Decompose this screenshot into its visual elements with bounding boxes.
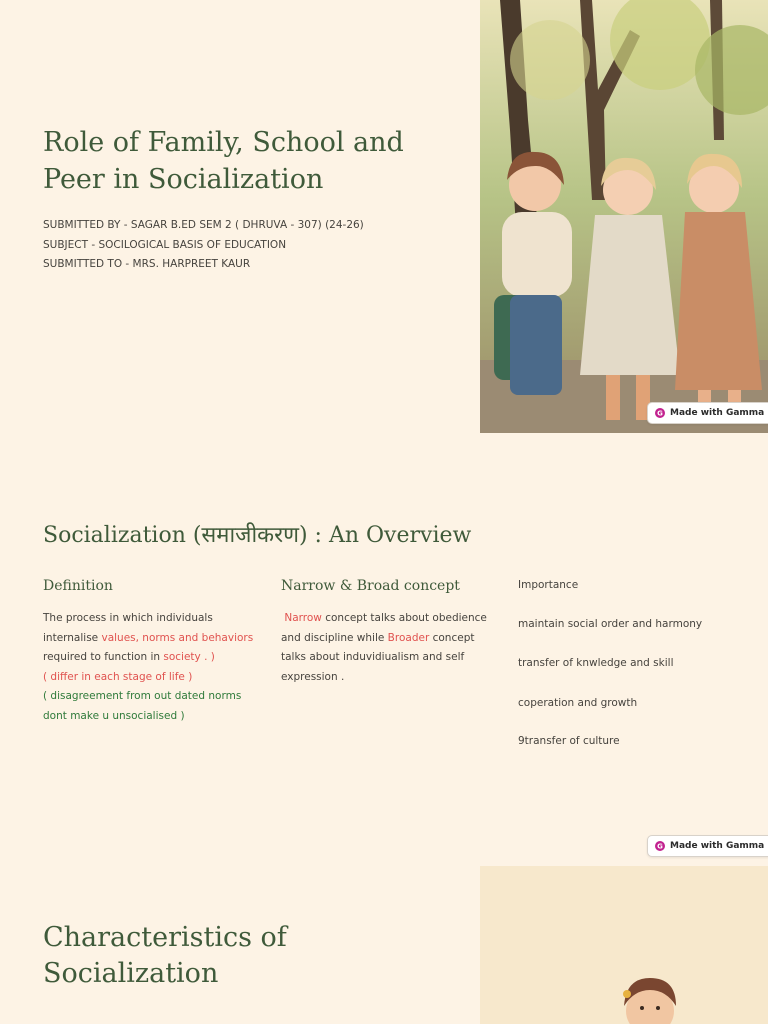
overview-title: Socialization (समाजीकरण) : An Overview <box>43 523 472 548</box>
importance-item: coperation and growth <box>518 697 638 709</box>
presentation-title: Role of Family, School and Peer in Socialization <box>43 127 404 195</box>
narrow-broad-column <box>281 576 491 687</box>
slide-title <box>0 0 768 433</box>
definition-highlight-values: values, norms and behaviors <box>101 631 254 644</box>
made-with-gamma-badge[interactable] <box>647 835 768 857</box>
definition-text-part: The process in which individuals internalise <box>43 612 213 644</box>
subject-line: SUBJECT - SOCILOGICAL BASIS OF EDUCATION <box>43 238 287 251</box>
characteristics-illustration-panel <box>480 866 768 1024</box>
narrow-broad-text-part: concept talks about obedience and discipline while <box>281 612 487 644</box>
narrow-highlight: Narrow <box>284 612 322 624</box>
characteristics-title: Characteristics of Socialization <box>43 922 287 989</box>
narrow-broad-heading: Narrow & Broad concept <box>281 578 460 594</box>
importance-heading: Importance <box>518 579 579 591</box>
definition-highlight-society: society . ) <box>163 651 215 663</box>
definition-note-disagreement: ( disagreement from out dated norms dont make u unsocialised ) <box>43 690 242 722</box>
svg-text:G: G <box>657 409 663 418</box>
definition-text <box>43 609 258 726</box>
broader-highlight: Broader <box>387 631 430 644</box>
badge-label: Made with Gamma <box>670 841 765 851</box>
submission-details <box>43 216 364 275</box>
children-running-photo <box>480 0 768 433</box>
importance-item: maintain social order and harmony <box>518 618 703 630</box>
definition-column <box>43 576 258 726</box>
definition-note-stages: ( differ in each stage of life ) <box>43 670 193 683</box>
importance-item: transfer of knwledge and skill <box>518 657 674 669</box>
submitted-to-line: SUBMITTED TO - MRS. HARPREET KAUR <box>43 258 251 270</box>
badge-label: Made with Gamma <box>670 408 765 418</box>
svg-text:G: G <box>657 842 663 851</box>
children-photo-illustration <box>480 0 768 433</box>
cartoon-girl-illustration <box>480 866 768 1024</box>
narrow-broad-text-part: concept talks about induvidiualism and self expression . <box>281 631 475 683</box>
definition-text-part: required to function in <box>43 651 164 663</box>
definition-heading: Definition <box>43 578 113 594</box>
gamma-logo-icon <box>655 841 665 851</box>
narrow-broad-text <box>281 609 491 687</box>
importance-item: 9transfer of culture <box>518 735 620 747</box>
made-with-gamma-badge[interactable] <box>647 402 768 424</box>
gamma-logo-icon <box>655 408 665 418</box>
submitted-by-line: SUBMITTED BY - SAGAR B.ED SEM 2 ( DHRUVA - 307) (24-26) <box>43 219 364 231</box>
